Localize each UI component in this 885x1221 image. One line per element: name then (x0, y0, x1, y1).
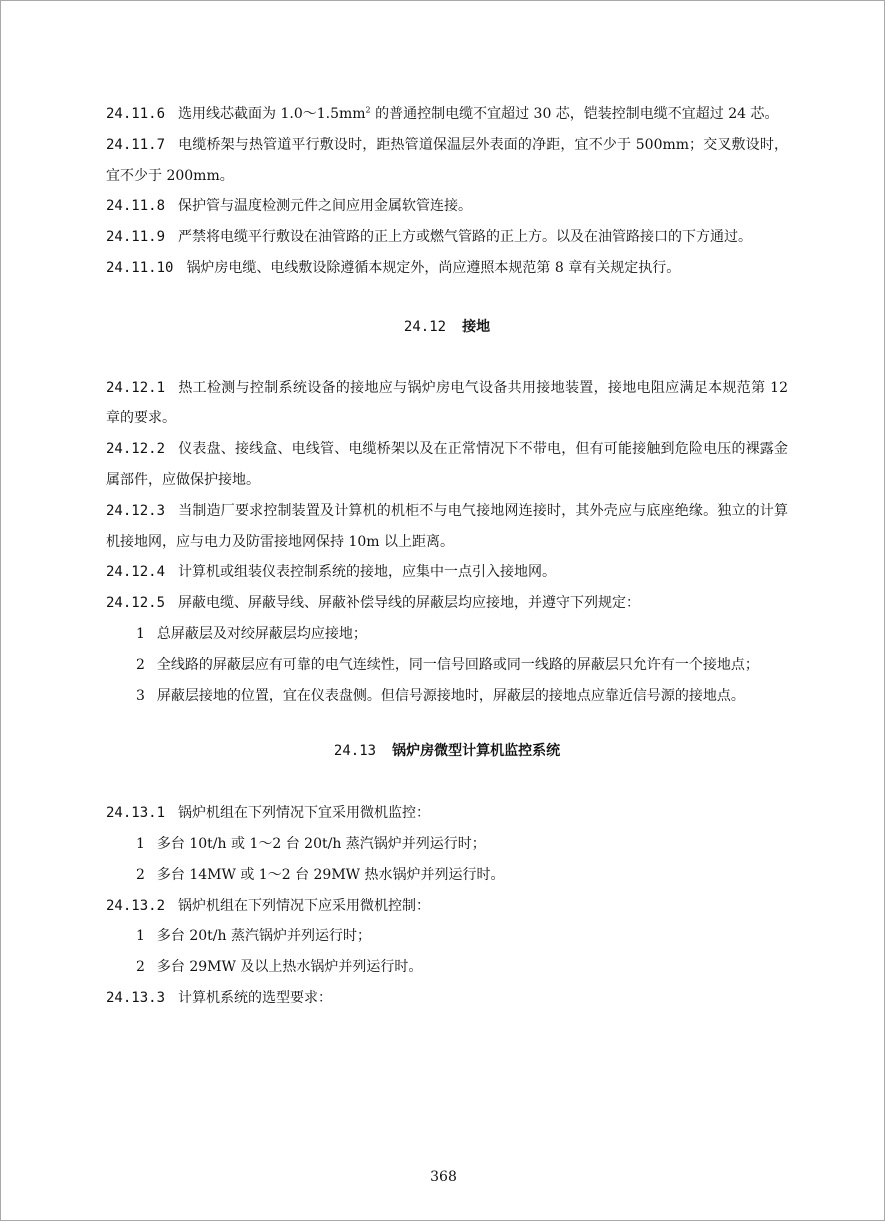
clause-text: 计算机或组装仪表控制系统的接地，应集中一点引入接地网。 (178, 564, 557, 581)
item-text: 总屏蔽层及对绞屏蔽层均应接地； (156, 625, 367, 642)
item-text: 全线路的屏蔽层应有可靠的电气连续性，同一信号回路或同一线路的屏蔽层只允许有一个接地点； (156, 656, 759, 673)
clause-24-13-1 (106, 798, 788, 829)
clause-text: 选用线芯截面为 1.0～1.5mm (178, 106, 366, 122)
section-number: 24.13 (333, 743, 377, 760)
clause-24-12-3 (106, 496, 788, 558)
clause-number: 24.11.9 (106, 229, 166, 246)
clause-number: 24.12.1 (106, 379, 166, 396)
list-item (106, 952, 788, 983)
item-text: 多台 14MW 或 1～2 台 29MW 热水锅炉并列运行时。 (156, 866, 505, 883)
clause-number: 24.11.8 (106, 198, 166, 215)
clause-24-11-8 (106, 191, 788, 222)
clause-number: 24.12.2 (106, 441, 166, 458)
item-number: 2 (136, 866, 145, 883)
item-text: 多台 29MW 及以上热水锅炉并列运行时。 (156, 959, 423, 976)
clause-number: 24.12.4 (106, 564, 166, 581)
clause-24-13-3 (106, 983, 788, 1014)
superscript: 2 (365, 105, 371, 115)
item-text: 多台 20t/h 蒸汽锅炉并列运行时； (156, 928, 371, 945)
clause-number: 24.13.1 (106, 805, 166, 822)
item-text: 屏蔽层接地的位置，宜在仪表盘侧。但信号源接地时，屏蔽层的接地点应靠近信号源的接地点。 (156, 687, 745, 704)
list-item (106, 829, 788, 860)
item-number: 3 (136, 687, 145, 704)
clause-text: 电缆桥架与热管道平行敷设时，距热管道保温层外表面的净距，宜不少于 500mm；交叉敷设时，宜不少于 200mm。 (106, 136, 788, 184)
clause-24-11-7 (106, 130, 788, 192)
clause-text: 严禁将电缆平行敷设在油管路的正上方或燃气管路的正上方。以及在油管路接口的下方通过。 (178, 229, 753, 246)
clause-text-cont: 的普通控制电缆不宜超过 30 芯，铠装控制电缆不宜超过 24 芯。 (370, 106, 779, 122)
section-title: 锅炉房微型计算机监控系统 (392, 743, 561, 760)
clause-text: 屏蔽电缆、屏蔽导线、屏蔽补偿导线的屏蔽层均应接地，并遵守下列规定： (178, 595, 641, 612)
clause-24-11-10 (106, 253, 788, 284)
clause-number: 24.13.2 (106, 897, 166, 914)
page-number: 368 (430, 1169, 457, 1185)
item-text: 多台 10t/h 或 1～2 台 20t/h 蒸汽锅炉并列运行时； (156, 835, 486, 852)
clause-text: 保护管与温度检测元件之间应用金属软管连接。 (178, 198, 473, 215)
clause-text: 锅炉房电缆、电线敷设除遵循本规定外，尚应遵照本规范第 8 章有关规定执行。 (186, 259, 681, 276)
clause-text: 锅炉机组在下列情况下应采用微机控制： (178, 897, 431, 914)
section-number: 24.12 (403, 318, 447, 335)
item-number: 1 (136, 835, 145, 852)
clause-24-11-9 (106, 222, 788, 253)
list-item (106, 921, 788, 952)
item-number: 2 (136, 656, 145, 673)
item-number: 1 (136, 928, 145, 945)
clause-number: 24.13.3 (106, 989, 166, 1006)
clause-24-13-2 (106, 891, 788, 922)
clause-text: 当制造厂要求控制装置及计算机的机柜不与电气接地网连接时，其外壳应与底座绝缘。独立的计算机接地网，应与电力及防雷接地网保持 10m 以上距离。 (106, 502, 788, 550)
clause-24-12-2 (106, 434, 788, 496)
clause-text: 锅炉机组在下列情况下宜采用微机监控： (178, 805, 431, 822)
clause-24-12-1 (106, 373, 788, 435)
list-item (106, 650, 788, 681)
item-number: 2 (136, 959, 145, 976)
clause-number: 24.12.5 (106, 595, 166, 612)
clause-24-11-6 (106, 99, 788, 130)
list-item (106, 860, 788, 891)
clause-text: 热工检测与控制系统设备的接地应与锅炉房电气设备共用接地装置，接地电阻应满足本规范第 12 章的要求。 (106, 379, 788, 427)
list-item (106, 619, 788, 650)
clause-text: 仪表盘、接线盒、电线管、电缆桥架以及在正常情况下不带电，但有可能接触到危险电压的裸露金属部件，应做保护接地。 (106, 441, 788, 488)
list-item (106, 681, 788, 712)
section-heading-24-12 (106, 312, 788, 343)
clause-24-12-4 (106, 557, 788, 588)
page-content (106, 99, 788, 1014)
clause-number: 24.11.7 (106, 136, 166, 153)
section-title: 接地 (462, 318, 491, 335)
clause-number: 24.12.3 (106, 502, 166, 519)
clause-text: 计算机系统的选型要求： (178, 989, 333, 1006)
section-heading-24-13 (106, 736, 788, 767)
clause-number: 24.11.10 (106, 259, 174, 276)
clause-24-12-5 (106, 588, 788, 619)
item-number: 1 (136, 625, 145, 642)
clause-number: 24.11.6 (106, 106, 166, 122)
